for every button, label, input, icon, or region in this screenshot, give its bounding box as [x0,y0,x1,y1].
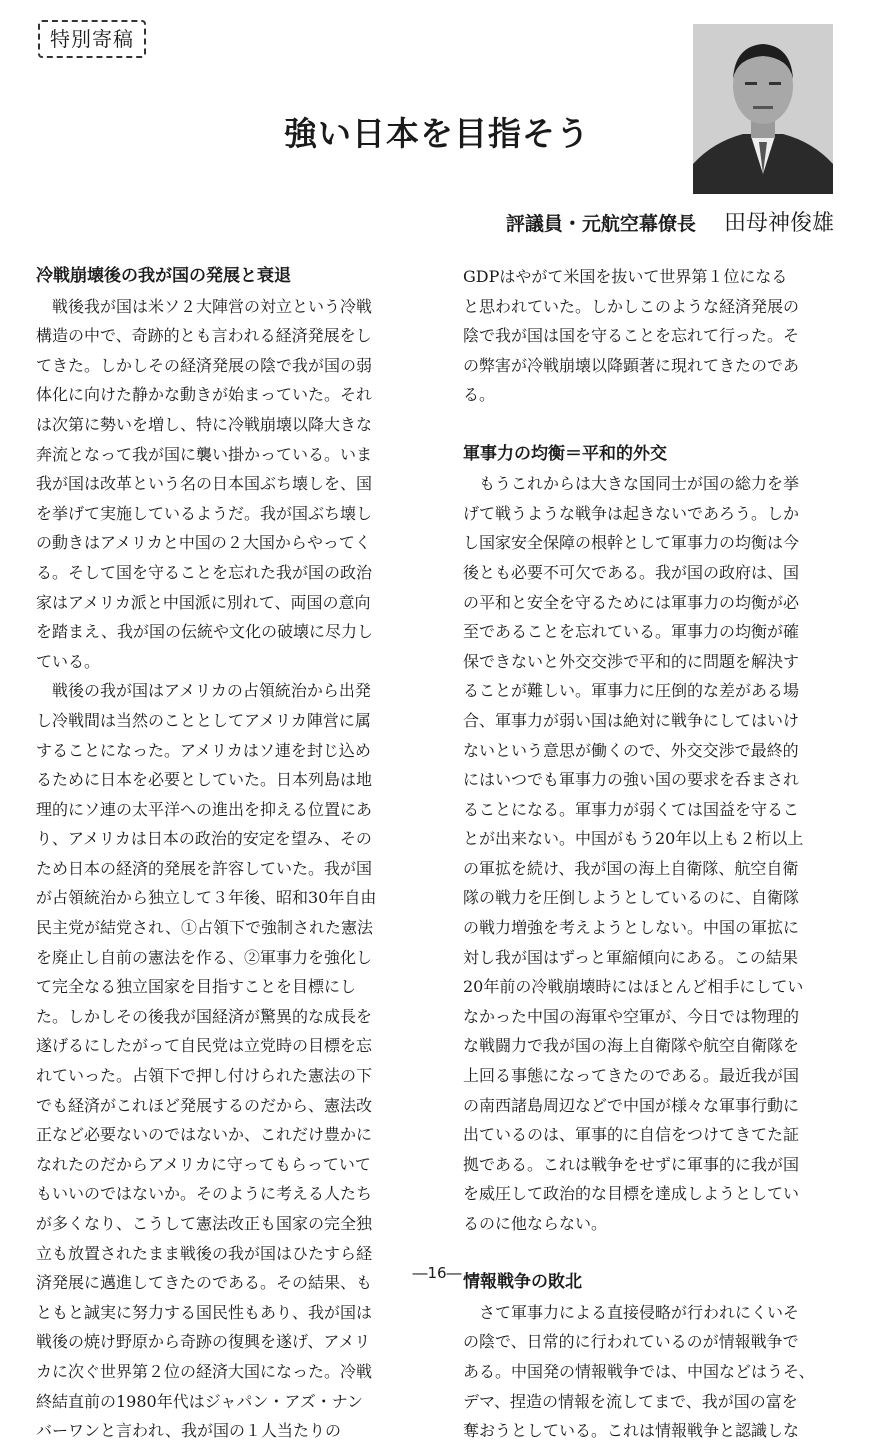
text-line: し国家安全保障の根幹として軍事力の均衡は今 [463,533,800,553]
text-line: 戦後の焼け野原から奇跡の復興を遂げ、アメリ [36,1332,371,1352]
text-line: にはいつでも軍事力の強い国の要求を呑まされ [463,770,800,790]
text-line: が占領統治から独立して３年後、昭和30年自由 [36,888,377,908]
text-line: 済発展に邁進してきたのである。その結果、も [36,1273,373,1293]
author-photo [693,24,833,194]
text-line: の南西諸島周辺などで中国が様々な軍事行動に [463,1095,800,1115]
text-line: 対し我が国はずっと軍縮傾向にある。この結果 [463,947,799,967]
text-line: 20年前の冷戦崩壊時にはほとんど相手にしてい [463,977,804,997]
text-line: 合、軍事力が弱い国は絶対に戦争にしてはいけ [463,710,800,730]
text-line: と思われていた。しかしこのような経済発展の [463,296,800,316]
text-line: バーワンと言われ、我が国の１人当たりの [36,1421,341,1441]
text-line: の軍拡を続け、我が国の海上自衛隊、航空自衛 [463,858,799,878]
author-role: 評議員・元航空幕僚長 [505,213,696,235]
text-line: 出ているのは、軍事的に自信をつけてきてた証 [463,1125,800,1145]
text-line: を挙げて実施しているようだ。我が国ぶち壊し [36,503,373,523]
text-line: を威圧して政治的な目標を達成しようとしてい [463,1184,800,1204]
text-line: ないという意思が働くので、外交交渉で最終的 [463,740,799,760]
text-line: 陰で我が国は国を守ることを忘れて行った。そ [463,326,800,346]
text-line: を廃止し自前の憲法を作る、②軍事力を強化し [36,947,373,967]
text-line: を踏まえ、我が国の伝統や文化の破壊に尽力し [36,622,373,642]
text-line: 終結直前の1980年代はジャパン・アズ・ナン [36,1391,363,1411]
text-line: ともと誠実に努力する国民性もあり、我が国は [36,1302,373,1322]
author-name: 田母神俊雄 [723,211,834,236]
text-line: カに次ぐ世界第２位の経済大国になった。冷戦 [36,1361,373,1381]
text-line: 奔流となって我が国に襲い掛かっている。いま [36,444,373,464]
text-line: た。しかしその後我が国経済が驚異的な成長を [36,1006,373,1026]
text-line: るために日本を必要としていた。日本列島は地 [36,770,373,790]
section-heading: 軍事力の均衡＝平和的外交 [463,443,667,464]
text-line: が多くなり、こうして憲法改正も国家の完全独 [36,1214,373,1233]
text-line: 隊の戦力を圧倒しようとしているのに、自衛隊 [463,888,800,908]
text-line: さて軍事力による直接侵略が行われにくいそ [463,1302,800,1322]
text-line: もいいのではないか。そのように考える人たち [36,1184,373,1204]
text-line: 後とも必要不可欠である。我が国の政府は、国 [463,562,800,582]
text-line: 上回る事態になってきたのである。最近我が国 [463,1066,800,1086]
text-line: の戦力増強を考えようとしない。中国の軍拡に [463,918,800,938]
text-line: ている。 [36,651,101,671]
text-line: デマ、捏造の情報を流してまで、我が国の富を [463,1391,798,1411]
text-line: の動きはアメリカと中国の２大国からやってく [36,533,371,553]
text-line: 家はアメリカ派と中国派に別れて、両国の意向 [36,592,371,612]
text-line: は次第に勢いを増し、特に冷戦崩壊以降大きな [36,414,373,434]
text-line: 正など必要ないのではないか、これだけ豊かに [36,1125,373,1145]
text-line: の陰で、日常的に行われているのが情報戦争で [463,1332,799,1352]
author-byline [506,206,834,237]
article-title: 強い日本を目指そう [284,114,590,153]
text-line: することになった。アメリカはソ連を封じ込め [36,740,371,760]
text-line: 保できないと外交交渉で平和的に問題を解決す [463,651,800,671]
text-line: ることになる。軍事力が弱くては国益を守るこ [463,799,800,819]
text-line: 至であることを忘れている。軍事力の均衡が確 [463,622,800,642]
spacer [463,410,835,440]
text-line: ため日本の経済的発展を許容していた。我が国 [36,858,373,878]
text-line: り、アメリカは日本の政治的安定を望み、その [36,829,372,849]
text-line: 我が国は改革という名の日本国ぶち壊しを、国 [36,474,373,494]
text-line: なかった中国の海軍や空軍が、今日では物理的 [463,1006,800,1026]
text-line: もうこれからは大きな国同士が国の総力を挙 [463,474,800,494]
text-line: 奪おうとしている。これは情報戦争と認識しな [463,1421,800,1441]
text-line: げて戦うような戦争は起きないであろう。しか [463,503,800,523]
text-line: の弊害が冷戦崩壊以降顕著に現れてきたのであ [463,355,800,375]
text-line: る。 [463,385,496,405]
text-line: な戦闘力で我が国の海上自衛隊や航空自衛隊を [463,1036,800,1056]
text-line: てきた。しかしその経済発展の陰で我が国の弱 [36,355,373,375]
text-line: なれたのだからアメリカに守ってもらっていて [36,1154,371,1174]
portrait-image [693,24,833,194]
text-line: し冷戦間は当然のこととしてアメリカ陣営に属 [36,710,371,730]
section-heading: 冷戦崩壊後の我が国の発展と衰退 [36,266,291,286]
text-line: ある。中国発の情報戦争では、中国などはうそ、 [463,1361,815,1381]
section-heading: 情報戦争の敗北 [463,1272,582,1293]
text-line: でも経済がこれほど発展するのだから、憲法改 [36,1095,373,1115]
text-line: 遂げるにしたがって自民党は立党時の目標を忘 [36,1036,373,1056]
text-line: の平和と安全を守るためには軍事力の均衡が必 [463,592,800,612]
text-line: て完全なる独立国家を目指すことを目標にし [36,977,357,997]
text-line: 構造の中で、奇跡的とも言われる経済発展をし [36,326,372,346]
text-line: るのに他ならない。 [463,1214,608,1233]
text-line: とが出来ない。中国がもう20年以上も２桁以上 [463,829,804,849]
text-line: る。そして国を守ることを忘れた我が国の政治 [36,562,373,582]
text-line: 拠である。これは戦争をせずに軍事的に我が国 [463,1154,800,1174]
text-line: 体化に向けた静かな動きが始まっていた。それ [36,385,373,405]
text-line: 理的にソ連の太平洋への進出を抑える位置にあ [36,799,373,819]
text-line: 戦後我が国は米ソ２大陣営の対立という冷戦 [36,296,373,316]
text-line: GDPはやがて米国を抜いて世界第１位になる [463,267,788,286]
page-number: ―16― [412,1264,462,1282]
text-line: 民主党が結党され、①占領下で強制された憲法 [36,918,373,938]
text-line: 立も放置されたまま戦後の我が国はひたすら経 [36,1243,373,1263]
section-badge: 特別寄稿 [38,20,146,58]
text-line: 戦後の我が国はアメリカの占領統治から出発 [36,681,371,701]
text-line: ることが難しい。軍事力に圧倒的な差がある場 [463,681,800,701]
text-line: れていった。占領下で押し付けられた憲法の下 [36,1066,373,1086]
